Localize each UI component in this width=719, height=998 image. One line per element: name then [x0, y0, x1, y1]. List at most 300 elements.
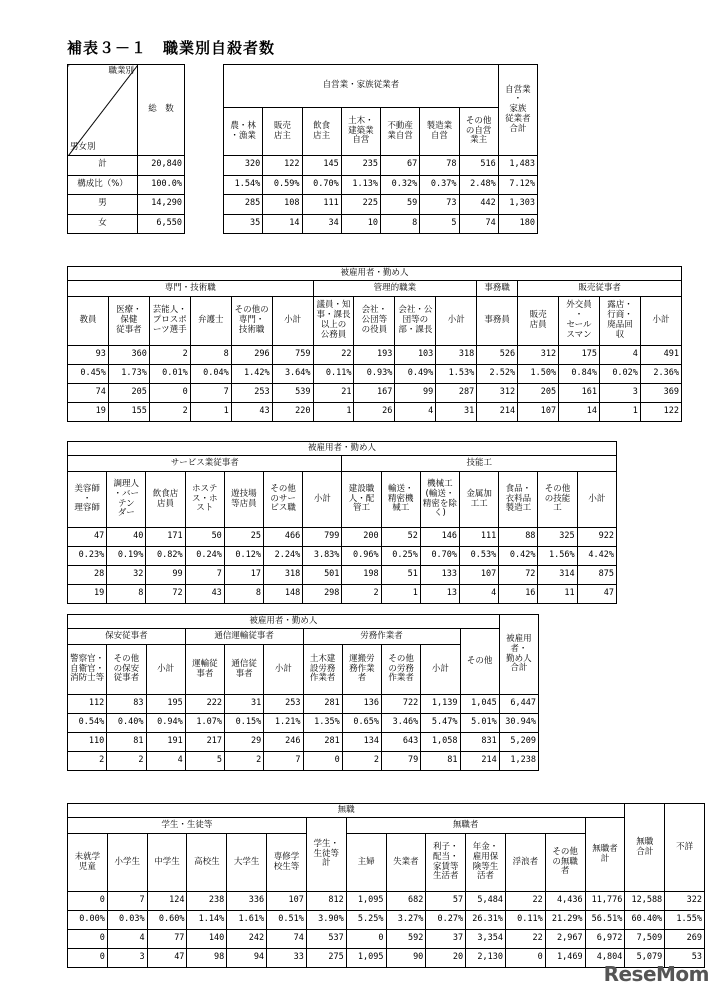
table-cell: 60.40%	[625, 911, 665, 930]
table-row	[68, 346, 682, 365]
table-cell: 5.47%	[421, 714, 460, 733]
table-cell: 193	[354, 346, 395, 365]
table-cell: 1,045	[460, 695, 499, 714]
table-cell: 31	[436, 403, 477, 422]
table-cell: 59	[381, 195, 420, 215]
table-cell: 5	[185, 752, 224, 771]
table-cell: 33	[267, 949, 307, 968]
column-header: 小計	[303, 472, 342, 528]
table-cell: 217	[185, 733, 224, 752]
table-cell: 12,588	[625, 892, 665, 911]
table-cell: 312	[477, 384, 518, 403]
table-row	[224, 214, 538, 234]
column-header: 専修学 校生等	[267, 834, 307, 892]
column-header: 小計	[577, 472, 616, 528]
table-cell: 7	[107, 892, 147, 911]
table-row	[224, 175, 538, 195]
column-header: その他	[460, 629, 499, 695]
table-cell: 19	[68, 585, 107, 604]
column-header: 建設職 人・配 管工	[342, 472, 381, 528]
table-cell: 72	[499, 566, 538, 585]
column-header: 小計	[421, 645, 460, 695]
table-cell: 57	[426, 892, 466, 911]
table-cell: 0.70%	[420, 547, 459, 566]
table-cell: 1.56%	[538, 547, 577, 566]
table-cell: 2	[149, 346, 190, 365]
table-cell: 0.25%	[381, 547, 420, 566]
header-row	[68, 615, 539, 629]
column-header: その他 の労務 作業者	[382, 645, 421, 695]
table-cell: 1,058	[421, 733, 460, 752]
table-cell: 32	[107, 566, 146, 585]
column-header: 土木建 設労務 作業者	[303, 645, 342, 695]
table-cell: 1,303	[498, 195, 537, 215]
table-row	[68, 384, 682, 403]
column-header: 販売従事者	[518, 281, 682, 297]
table-cell: 0.11%	[505, 911, 545, 930]
table-cell: 8	[190, 346, 231, 365]
table-cell: 134	[342, 733, 381, 752]
table-cell: 40	[107, 528, 146, 547]
column-header: 芸能人・ プロスポ ーツ選手	[149, 297, 190, 346]
column-header: 学生・ 生徒等 計	[306, 818, 346, 892]
table-row	[68, 214, 185, 234]
table-cell: 81	[107, 733, 146, 752]
column-header: 遊技場 等店員	[224, 472, 263, 528]
table-row	[68, 714, 539, 733]
table-cell: 17	[224, 566, 263, 585]
column-header: 利子・ 配当・ 家賃等 生活者	[426, 834, 466, 892]
table-row	[68, 528, 617, 547]
table-row	[68, 365, 682, 384]
table-cell: 7	[185, 566, 224, 585]
table-cell: 4,436	[545, 892, 585, 911]
table-cell: 298	[303, 585, 342, 604]
column-header: 保安従事者	[68, 629, 186, 645]
table-cell: 191	[146, 733, 185, 752]
table-cell: 4	[460, 585, 499, 604]
table-cell: 0.02%	[599, 365, 640, 384]
table-cell: 83	[107, 695, 146, 714]
document-title: 補表３－１ 職業別自殺者数	[67, 39, 276, 57]
column-header: 不詳	[665, 804, 705, 892]
table-cell: 0.59%	[263, 175, 302, 195]
column-header: 議員・知 事・課長 以上の 公務員	[313, 297, 354, 346]
column-header: 被雇用者・勤め人	[68, 442, 617, 456]
column-header: 農・林 ・漁業	[224, 108, 263, 156]
table-cell: 3.64%	[272, 365, 313, 384]
table-cell: 11,776	[585, 892, 625, 911]
table-cell: 2	[149, 403, 190, 422]
table-row	[224, 195, 538, 215]
table-row	[68, 930, 705, 949]
table-cell: 269	[665, 930, 705, 949]
table-cell: 0.15%	[225, 714, 264, 733]
table-cell: 0.03%	[107, 911, 147, 930]
table-cell: 592	[386, 930, 426, 949]
column-header: 外交員 ・ セール スマン	[559, 297, 600, 346]
column-header: 専門・技術職	[68, 281, 314, 297]
table-cell: 2,967	[545, 930, 585, 949]
table-cell: 26	[354, 403, 395, 422]
table-cell: 90	[386, 949, 426, 968]
table-cell: 21	[313, 384, 354, 403]
table-cell: 205	[518, 384, 559, 403]
table-cell: 10	[341, 214, 380, 234]
table-cell: 2	[342, 752, 381, 771]
column-header: その他 の技能 工	[538, 472, 577, 528]
header-row	[224, 65, 538, 108]
column-header: 不動産 業自営	[381, 108, 420, 156]
table-row	[68, 695, 539, 714]
table-row	[68, 547, 617, 566]
table-cell: 140	[187, 930, 227, 949]
table-cell: 5,484	[466, 892, 506, 911]
table-cell: 4	[107, 930, 147, 949]
table-cell: 0.49%	[395, 365, 436, 384]
table-cell: 0.04%	[190, 365, 231, 384]
column-header: 通信従 事者	[225, 645, 264, 695]
column-header: 主婦	[346, 834, 386, 892]
self-employed-table	[223, 64, 538, 234]
column-header: 自営業 ・ 家族 従業者 合計	[498, 65, 537, 156]
table-cell: 31	[225, 695, 264, 714]
table-cell: 19	[68, 403, 109, 422]
column-header: 小学生	[107, 834, 147, 892]
table-cell: 2.36%	[640, 365, 681, 384]
table-cell: 7	[264, 752, 303, 771]
table-cell: 22	[313, 346, 354, 365]
table-cell: 0.42%	[499, 547, 538, 566]
table-cell: 0.96%	[342, 547, 381, 566]
table-cell: 0	[505, 949, 545, 968]
table-cell: 50	[185, 528, 224, 547]
table-cell: 4.42%	[577, 547, 616, 566]
table-cell: 53	[665, 949, 705, 968]
table-cell: 526	[477, 346, 518, 365]
table-cell: 2.24%	[264, 547, 303, 566]
table-cell: 0.19%	[107, 547, 146, 566]
table-cell: 146	[420, 528, 459, 547]
column-header: 美容師 ・ 理容師	[68, 472, 107, 528]
table-row	[68, 175, 185, 195]
table-cell: 0.51%	[267, 911, 307, 930]
table-cell: 0	[68, 949, 108, 968]
column-header: 医療・ 保健 従事者	[108, 297, 149, 346]
table-cell: 2.52%	[477, 365, 518, 384]
employees-table-security	[67, 614, 539, 771]
corner-label-occupation: 職業別	[108, 66, 134, 76]
column-header: 自営業・家族従業者	[224, 65, 499, 108]
column-header: その他の 専門・ 技術職	[231, 297, 272, 346]
table-cell: 5,209	[499, 733, 538, 752]
table-cell: 318	[264, 566, 303, 585]
table-cell: 0.54%	[68, 714, 107, 733]
column-header: 高校生	[187, 834, 227, 892]
table-cell: 205	[108, 384, 149, 403]
table-cell: 200	[342, 528, 381, 547]
column-header: その他 の保安 従事者	[107, 645, 146, 695]
table-cell: 3.83%	[303, 547, 342, 566]
row-label: 男	[68, 195, 138, 215]
table-cell: 1.21%	[264, 714, 303, 733]
table-cell: 246	[264, 733, 303, 752]
resemom-logo: ReseMom	[603, 962, 709, 986]
table-cell: 0.12%	[224, 547, 263, 566]
table-cell: 2.48%	[459, 175, 498, 195]
table-cell: 491	[640, 346, 681, 365]
table-cell: 88	[499, 528, 538, 547]
table-cell: 0	[149, 384, 190, 403]
table-cell: 180	[498, 214, 537, 234]
table-cell: 81	[421, 752, 460, 771]
table-cell: 1.07%	[185, 714, 224, 733]
column-header: 露店・ 行商・ 廃品回 収	[599, 297, 640, 346]
row-label: 構成比（%）	[68, 175, 138, 195]
column-header: サービス業従事者	[68, 456, 342, 472]
table-cell: 103	[395, 346, 436, 365]
table-row	[68, 195, 185, 215]
table-cell: 47	[577, 585, 616, 604]
table-cell: 43	[185, 585, 224, 604]
header-row	[68, 267, 682, 281]
table-cell: 16	[499, 585, 538, 604]
header-row	[224, 108, 538, 156]
table-cell: 1.54%	[224, 175, 263, 195]
table-cell: 5.25%	[346, 911, 386, 930]
table-cell: 22	[505, 892, 545, 911]
table-cell: 4	[395, 403, 436, 422]
column-header: 浮浪者	[505, 834, 545, 892]
column-header: 被雇用者・勤め人	[68, 615, 500, 629]
table-cell: 21.29%	[545, 911, 585, 930]
table-cell: 539	[272, 384, 313, 403]
table-cell: 759	[272, 346, 313, 365]
table-cell: 195	[146, 695, 185, 714]
column-header: 会社・ 公団等 の役員	[354, 297, 395, 346]
table-cell: 1,483	[498, 156, 537, 176]
header-row	[68, 818, 705, 834]
table-cell: 73	[420, 195, 459, 215]
table-cell: 0	[303, 752, 342, 771]
table-row	[68, 585, 617, 604]
table-cell: 111	[302, 195, 341, 215]
table-cell: 155	[108, 403, 149, 422]
table-cell: 0.01%	[149, 365, 190, 384]
table-cell: 1,238	[499, 752, 538, 771]
column-header: 被雇用 者・ 勤め人 合計	[499, 615, 538, 695]
column-header: 中学生	[147, 834, 187, 892]
column-header: 機械工 (輸送・ 精密を除 く)	[420, 472, 459, 528]
table-cell: 281	[303, 695, 342, 714]
table-cell: 1	[190, 403, 231, 422]
table-cell: 336	[227, 892, 267, 911]
table-cell: 285	[224, 195, 263, 215]
column-header: 教員	[68, 297, 109, 346]
table-cell: 220	[272, 403, 313, 422]
table-cell: 0.94%	[146, 714, 185, 733]
table-cell: 175	[559, 346, 600, 365]
table-cell: 22	[505, 930, 545, 949]
header-row	[68, 472, 617, 528]
table-cell: 922	[577, 528, 616, 547]
table-cell: 6,972	[585, 930, 625, 949]
column-header: その他 の自営 業主	[459, 108, 498, 156]
row-label: 女	[68, 214, 138, 234]
table-cell: 52	[381, 528, 420, 547]
row-label: 計	[68, 156, 138, 176]
table-cell: 235	[341, 156, 380, 176]
table-cell: 722	[382, 695, 421, 714]
column-header: 技能工	[342, 456, 617, 472]
table-cell: 98	[187, 949, 227, 968]
table-cell: 369	[640, 384, 681, 403]
table-cell: 112	[68, 695, 107, 714]
table-cell: 145	[302, 156, 341, 176]
column-header: 輸送・ 精密機 械工	[381, 472, 420, 528]
table-cell: 20,840	[138, 156, 185, 176]
table-cell: 214	[477, 403, 518, 422]
table-cell: 0.60%	[147, 911, 187, 930]
table-cell: 442	[459, 195, 498, 215]
table-cell: 51	[381, 566, 420, 585]
table-cell: 2	[107, 752, 146, 771]
table-cell: 1,469	[545, 949, 585, 968]
table-cell: 466	[264, 528, 303, 547]
table-cell: 1.42%	[231, 365, 272, 384]
table-cell: 0.53%	[460, 547, 499, 566]
column-header: 運輸従 事者	[185, 645, 224, 695]
table-cell: 875	[577, 566, 616, 585]
table-cell: 7,509	[625, 930, 665, 949]
table-cell: 8	[107, 585, 146, 604]
table-cell: 124	[147, 892, 187, 911]
table-cell: 1,139	[421, 695, 460, 714]
table-cell: 72	[146, 585, 185, 604]
column-header: 学生・生徒等	[68, 818, 307, 834]
table-cell: 122	[640, 403, 681, 422]
table-cell: 318	[436, 346, 477, 365]
column-header: 小計	[264, 645, 303, 695]
header-row	[68, 297, 682, 346]
table-cell: 1.61%	[227, 911, 267, 930]
table-cell: 214	[460, 752, 499, 771]
column-header: 食品・ 衣料品 製造工	[499, 472, 538, 528]
table-cell: 3,354	[466, 930, 506, 949]
table-cell: 107	[518, 403, 559, 422]
table-cell: 4,804	[585, 949, 625, 968]
table-cell: 161	[559, 384, 600, 403]
table-cell: 99	[146, 566, 185, 585]
table-cell: 325	[538, 528, 577, 547]
column-header: 事務職	[477, 281, 518, 297]
table-cell: 0	[68, 930, 108, 949]
column-header: 未就学 児童	[68, 834, 108, 892]
table-cell: 1.13%	[341, 175, 380, 195]
table-cell: 78	[420, 156, 459, 176]
column-header: 小計	[436, 297, 477, 346]
table-cell: 0.84%	[559, 365, 600, 384]
table-cell: 6,447	[499, 695, 538, 714]
table-cell: 14	[559, 403, 600, 422]
table-cell: 122	[263, 156, 302, 176]
table-cell: 110	[68, 733, 107, 752]
table-cell: 1,095	[346, 892, 386, 911]
table-cell: 107	[460, 566, 499, 585]
column-header: 飲食店 店員	[146, 472, 185, 528]
column-header: 調理人 ・バー テン ダー	[107, 472, 146, 528]
table-cell: 47	[147, 949, 187, 968]
table-cell: 108	[263, 195, 302, 215]
table-cell: 322	[665, 892, 705, 911]
table-cell: 2	[342, 585, 381, 604]
table-row	[68, 156, 185, 176]
table-cell: 6,550	[138, 214, 185, 234]
table-cell: 222	[185, 695, 224, 714]
table-cell: 281	[303, 733, 342, 752]
column-header: 小計	[272, 297, 313, 346]
employees-table-service	[67, 441, 617, 604]
header-row	[68, 629, 539, 645]
employees-table-professional	[67, 266, 682, 422]
table-cell: 35	[224, 214, 263, 234]
column-header: 小計	[640, 297, 681, 346]
table-row	[224, 156, 538, 176]
table-cell: 47	[68, 528, 107, 547]
table-cell: 1	[313, 403, 354, 422]
column-header: 労務作業者	[303, 629, 460, 645]
table-cell: 198	[342, 566, 381, 585]
table-cell: 238	[187, 892, 227, 911]
column-header: 事務員	[477, 297, 518, 346]
table-cell: 29	[225, 733, 264, 752]
column-header: 大学生	[227, 834, 267, 892]
header-row	[68, 442, 617, 456]
column-header: 飲食 店主	[302, 108, 341, 156]
column-header: 無職 合計	[625, 804, 665, 892]
table-cell: 14	[263, 214, 302, 234]
table-cell: 0	[68, 892, 108, 911]
table-cell: 0	[346, 930, 386, 949]
table-cell: 30.94%	[499, 714, 538, 733]
table-cell: 0.32%	[381, 175, 420, 195]
column-header: 製造業 自営	[420, 108, 459, 156]
column-header: その他 のサー ビス職	[264, 472, 303, 528]
table-row	[68, 911, 705, 930]
table-cell: 56.51%	[585, 911, 625, 930]
table-cell: 537	[306, 930, 346, 949]
table-cell: 37	[426, 930, 466, 949]
table-cell: 148	[264, 585, 303, 604]
table-row	[68, 566, 617, 585]
table-cell: 225	[341, 195, 380, 215]
table-cell: 74	[267, 930, 307, 949]
header-row	[68, 804, 705, 818]
table-cell: 1.55%	[665, 911, 705, 930]
table-cell: 253	[231, 384, 272, 403]
total-summary-table	[67, 64, 185, 234]
table-cell: 1.53%	[436, 365, 477, 384]
column-header: ホステ ス・ホ スト	[185, 472, 224, 528]
column-header: 警察官・ 自衛官・ 消防士等	[68, 645, 107, 695]
column-header: 通信運輸従事者	[185, 629, 303, 645]
table-cell: 67	[381, 156, 420, 176]
table-cell: 136	[342, 695, 381, 714]
table-cell: 3.90%	[306, 911, 346, 930]
column-header: 無職者	[346, 818, 585, 834]
table-cell: 0.70%	[302, 175, 341, 195]
table-cell: 111	[460, 528, 499, 547]
